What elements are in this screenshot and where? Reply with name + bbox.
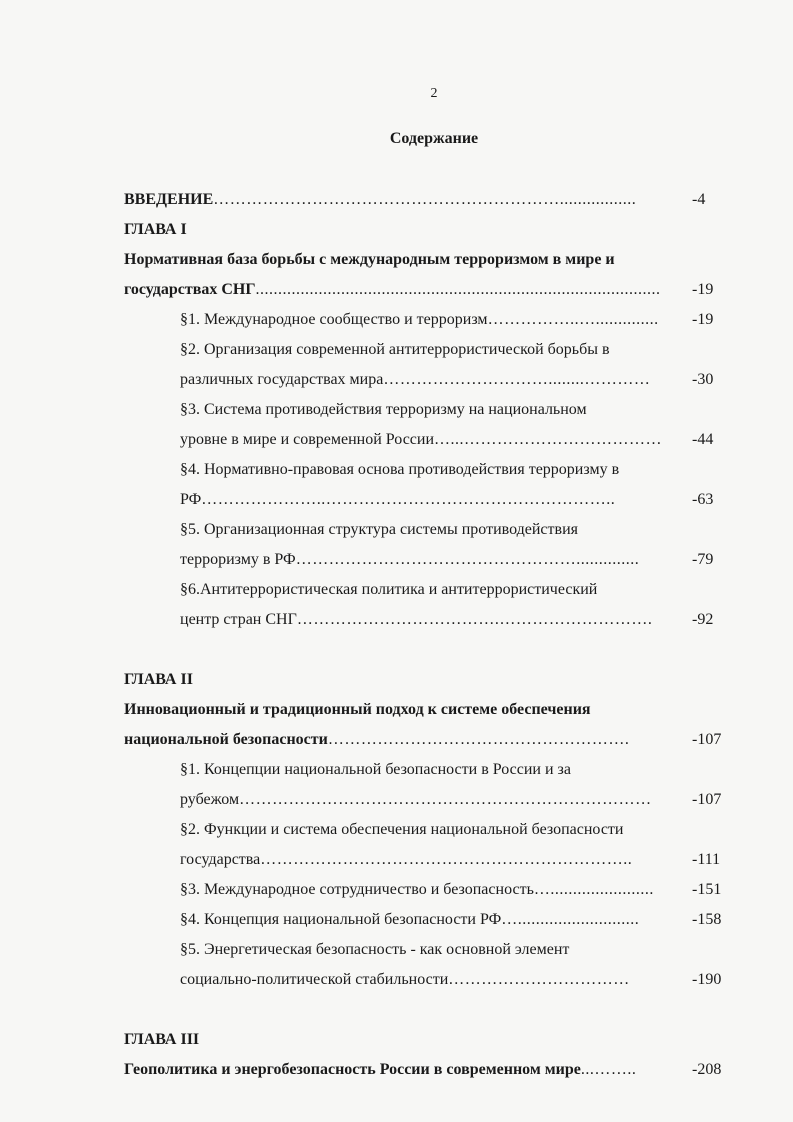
toc-entry-intro[interactable] [124,190,636,210]
toc-title: Содержание [389,130,479,147]
chapter-label: ГЛАВА I [124,221,187,238]
leader-dots: …...……………………………… [434,431,663,448]
toc-entry[interactable] [180,880,654,900]
page-ref: -63 [692,491,714,508]
leader-dots: ………………………………………………………….. [260,851,633,868]
entry-text: Геополитика и энергобезопасность России в современном мире [124,1061,581,1078]
toc-entry[interactable]: §3. Система противодействия терроризму на национальном [180,401,587,418]
toc-entry[interactable]: §2. Функции и система обеспечения национальной безопасности [180,821,624,838]
leader-dots: …........................... [501,911,640,928]
entry-text: ВВЕДЕНИЕ [124,191,214,208]
page-ref: -44 [692,431,714,448]
leader-dots: ………………………………………………………................. [213,191,637,208]
toc-entry[interactable]: §2. Организация современной антитеррористической борьбы в [180,341,610,358]
entry-text: государствах СНГ [124,281,256,298]
entry-text: §3. Международное сотрудничество и безопасность [180,881,534,898]
toc-entry[interactable]: §5. Энергетическая безопасность - как основной элемент [180,941,570,958]
toc-entry-cont[interactable] [180,490,615,510]
entry-text: различных государствах мира [180,371,384,388]
page-ref: -107 [692,731,722,748]
entry-text: государства [180,851,261,868]
entry-text: терроризму в РФ [180,551,296,568]
page-ref: -19 [692,281,714,298]
page-ref: -79 [692,551,714,568]
leader-dots: …………………………........………… [383,371,651,388]
entry-text: §1. Международное сообщество и терроризм [180,311,488,328]
page-ref: -158 [692,911,722,928]
toc-entry-cont[interactable] [180,850,632,870]
page-ref: -208 [692,1061,722,1078]
entry-text: национальной безопасности [124,731,328,748]
entry-text: §4. Концепция национальной безопасности РФ [180,911,502,928]
leader-dots: ……………..….............. [487,311,659,328]
leader-dots: .......................................................................................... [255,281,661,298]
chapter-heading[interactable] [124,1060,636,1080]
page-ref: -19 [692,311,714,328]
leader-dots: ...…….. [580,1061,637,1078]
leader-dots: ………………………………………………. [327,731,630,748]
leader-dots: …………………………… [448,971,630,988]
entry-text: рубежом [180,791,240,808]
toc-entry[interactable] [180,310,659,330]
leader-dots: …………………………………………….............. [295,551,640,568]
chapter-label: ГЛАВА III [124,1031,200,1048]
page-ref: -190 [692,971,722,988]
toc-entry-cont[interactable] [180,370,650,390]
toc-entry-cont[interactable] [180,550,639,570]
toc-entry[interactable]: §1. Концепции национальной безопасности в России и за [180,761,571,778]
page-ref: -151 [692,881,722,898]
toc-entry-cont[interactable] [180,430,662,450]
leader-dots: …………………..…………………………………………….. [201,491,616,508]
chapter-heading: Инновационный и традиционный подход к системе обеспечения [124,701,591,718]
chapter-heading-cont[interactable] [124,280,661,300]
page-ref: -92 [692,611,714,628]
entry-text: уровне в мире и современной России [180,431,435,448]
toc-entry-cont[interactable] [180,790,652,810]
toc-entry[interactable]: §5. Организационная структура системы противодействия [180,521,578,538]
page-ref: -30 [692,371,714,388]
entry-text: центр стран СНГ [180,611,297,628]
leader-dots: ………………………………………………………………… [239,791,652,808]
chapter-label: ГЛАВА II [124,671,193,688]
chapter-heading: Нормативная база борьбы с международным терроризмом в мире и [124,251,615,268]
toc-entry[interactable]: §6.Антитеррористическая политика и антитеррористический [180,581,598,598]
page-ref: -111 [692,851,721,868]
entry-text: социально-политической стабильности [180,971,449,988]
toc-entry[interactable] [180,910,639,930]
entry-text: РФ [180,491,202,508]
page-ref: -4 [692,191,706,208]
page-ref: -107 [692,791,722,808]
chapter-heading-cont[interactable] [124,730,629,750]
leader-dots: ……………………………….………………………. [296,611,653,628]
toc-entry-cont[interactable] [180,610,652,630]
leader-dots: …....................... [533,881,654,898]
page-number: 2 [430,86,438,101]
toc-entry[interactable]: §4. Нормативно-правовая основа противодействия терроризму в [180,461,620,478]
toc-entry-cont[interactable] [180,970,630,990]
